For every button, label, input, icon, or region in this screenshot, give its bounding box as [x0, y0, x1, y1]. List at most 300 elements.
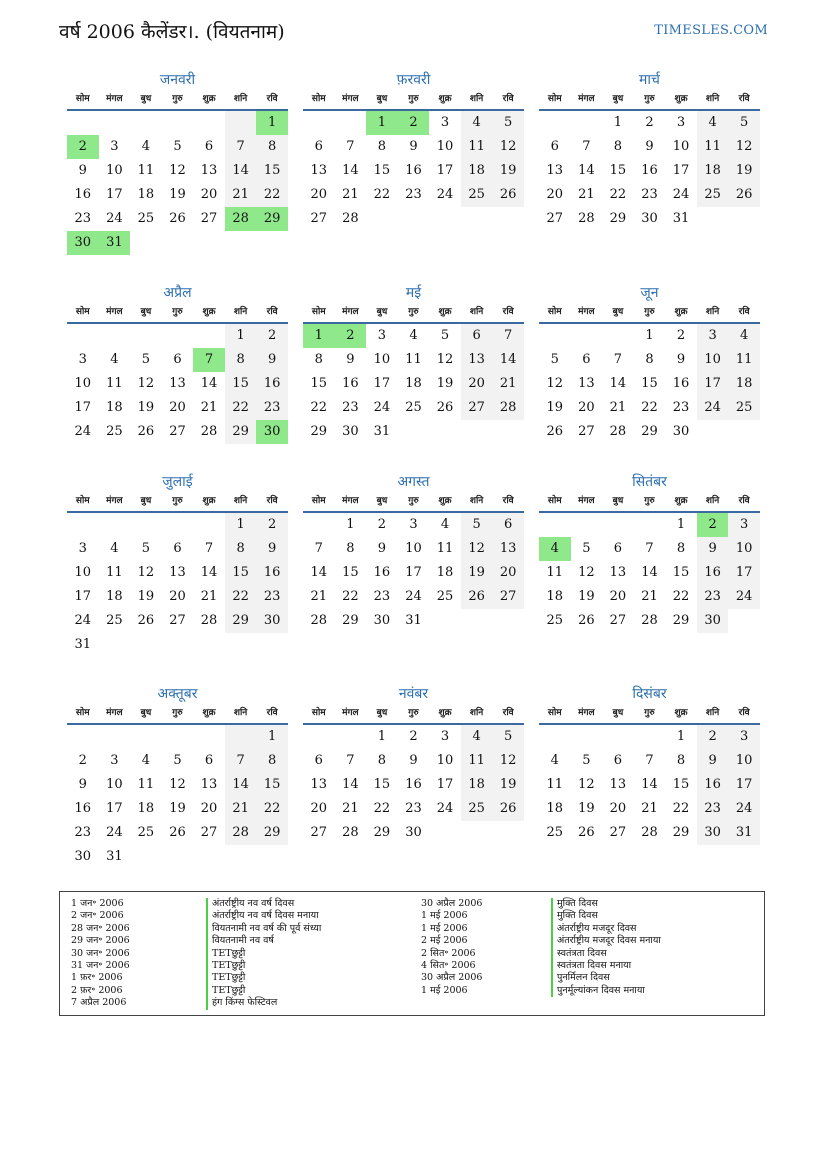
- day-cell: 5: [141, 541, 151, 556]
- weekday-header: रवि: [492, 706, 524, 725]
- empty-cell: [571, 725, 603, 749]
- weekday-header: गुरु: [398, 706, 430, 725]
- weekday-header: मंगल: [335, 305, 367, 324]
- legend-date: 1 फ़र॰ 2006: [71, 972, 123, 984]
- weekday-header: शुक्र: [429, 494, 461, 513]
- month-calendar: [303, 684, 524, 845]
- day-cell: 28: [225, 821, 257, 845]
- day-cell: 28: [609, 424, 627, 439]
- day-cell: 10: [697, 348, 729, 372]
- day-cell: 28: [492, 396, 524, 420]
- day-cell: 22: [256, 183, 288, 207]
- day-cell: 24: [74, 424, 92, 439]
- day-cell: 14: [578, 163, 595, 178]
- empty-cell: [225, 231, 257, 255]
- day-cell: 16: [342, 376, 359, 391]
- day-cell: 28: [342, 211, 359, 226]
- weekday-header: शनि: [697, 305, 729, 324]
- day-cell: 24: [672, 187, 690, 202]
- day-cell: 16: [74, 801, 92, 816]
- weekday-header: गुरु: [634, 494, 666, 513]
- weekday-header: बुध: [366, 305, 398, 324]
- legend-date: 2 मई 2006: [421, 935, 468, 947]
- day-cell: 19: [169, 187, 186, 202]
- weekday-header: गुरु: [162, 305, 194, 324]
- day-cell: 8: [225, 348, 257, 372]
- day-cell: 1: [676, 517, 686, 532]
- day-cell: 13: [546, 163, 564, 178]
- day-cell: 1: [645, 328, 654, 343]
- day-cell: 3: [78, 541, 87, 556]
- empty-cell: [162, 845, 194, 869]
- weekday-header: गुरु: [634, 305, 666, 324]
- empty-cell: [162, 231, 194, 255]
- day-cell: 17: [106, 187, 123, 202]
- legend-date: 2 सित॰ 2006: [421, 947, 476, 959]
- day-cell: 14: [609, 376, 627, 391]
- weekday-header: बुध: [602, 494, 634, 513]
- day-cell: 26: [578, 613, 595, 628]
- day-cell: 16: [373, 565, 391, 580]
- day-cell: 7: [314, 541, 323, 556]
- day-cell: 17: [728, 561, 760, 585]
- day-cell: 15: [310, 376, 328, 391]
- day-cell: 2: [409, 729, 418, 744]
- day-cell: 26: [137, 424, 155, 439]
- day-cell: 21: [609, 400, 627, 415]
- day-cell: 27: [578, 424, 595, 439]
- day-cell: 1: [256, 725, 288, 749]
- day-cell: 14: [200, 565, 218, 580]
- month-calendar: [67, 70, 288, 255]
- month-name: जनवरी: [159, 72, 196, 88]
- empty-cell: [99, 633, 131, 657]
- day-cell: 29: [310, 424, 328, 439]
- day-cell: 25: [461, 797, 493, 821]
- day-cell: 30: [373, 613, 391, 628]
- day-cell: 18: [137, 187, 155, 202]
- day-cell: 19: [578, 589, 595, 604]
- weekday-header: गुरु: [398, 92, 430, 111]
- weekday-header: मंगल: [99, 706, 131, 725]
- weekday-header: मंगल: [99, 92, 131, 111]
- day-cell: 16: [256, 561, 288, 585]
- empty-cell: [429, 420, 461, 444]
- day-cell: 5: [582, 753, 591, 768]
- day-cell: 4: [728, 324, 760, 348]
- day-cell: 1: [676, 729, 686, 744]
- day-cell: 27: [310, 825, 328, 840]
- day-cell: 6: [550, 139, 559, 154]
- day-cell: 14: [310, 565, 328, 580]
- day-cell: 29: [225, 420, 257, 444]
- day-cell: 4: [110, 352, 119, 367]
- day-cell: 15: [672, 777, 690, 792]
- day-cell: 5: [461, 513, 493, 537]
- day-cell: 10: [672, 139, 690, 154]
- empty-cell: [193, 633, 225, 657]
- weekday-header: बुध: [602, 706, 634, 725]
- day-cell: 27: [200, 211, 218, 226]
- day-cell: 3: [676, 115, 686, 130]
- day-cell: 7: [613, 352, 623, 367]
- day-cell: 22: [373, 801, 391, 816]
- day-cell: 18: [461, 159, 493, 183]
- day-cell: 8: [346, 541, 355, 556]
- day-cell: 9: [697, 537, 729, 561]
- day-cell: 13: [169, 376, 186, 391]
- day-cell: 4: [110, 541, 119, 556]
- day-cell: 26: [461, 585, 493, 609]
- day-cell: 5: [728, 111, 760, 135]
- weekday-header: रवि: [728, 494, 760, 513]
- day-cell: 3: [697, 324, 729, 348]
- day-cell: 14: [641, 565, 658, 580]
- month-name: सितंबर: [632, 474, 667, 490]
- day-cell: 30: [641, 211, 658, 226]
- empty-cell: [634, 725, 666, 749]
- site-name[interactable]: TIMESLES.COM: [654, 23, 768, 38]
- day-cell: 23: [256, 585, 288, 609]
- day-cell: 19: [436, 376, 454, 391]
- legend-holiday-name: अंतर्राष्ट्रीय मजदूर दिवस मनाया: [551, 935, 661, 947]
- day-cell: 17: [106, 801, 123, 816]
- day-cell: 11: [137, 777, 155, 792]
- day-cell: 11: [461, 749, 493, 773]
- weekday-header: रवि: [492, 92, 524, 111]
- empty-cell: [461, 420, 493, 444]
- day-cell: 14: [225, 159, 257, 183]
- legend-holiday-name: TETछुट्टी: [206, 948, 321, 960]
- day-cell: 2: [67, 135, 99, 159]
- day-cell: 24: [436, 801, 454, 816]
- month-name: नवंबर: [398, 686, 429, 702]
- day-cell: 4: [461, 725, 493, 749]
- weekday-header: सोम: [539, 305, 571, 324]
- weekday-header: रवि: [728, 92, 760, 111]
- day-cell: 5: [173, 139, 182, 154]
- empty-cell: [130, 111, 162, 135]
- day-cell: 18: [546, 801, 564, 816]
- empty-cell: [193, 324, 225, 348]
- day-cell: 26: [137, 613, 155, 628]
- day-cell: 29: [672, 613, 690, 628]
- day-cell: 25: [546, 613, 564, 628]
- day-cell: 2: [256, 513, 288, 537]
- empty-cell: [461, 207, 493, 231]
- day-cell: 19: [492, 159, 524, 183]
- legend-date: 30 अप्रैल 2006: [421, 898, 483, 909]
- day-cell: 30: [405, 825, 422, 840]
- day-cell: 23: [256, 396, 288, 420]
- day-cell: 9: [346, 352, 355, 367]
- day-cell: 22: [609, 187, 627, 202]
- day-cell: 13: [200, 163, 218, 178]
- day-cell: 6: [582, 352, 591, 367]
- weekday-header: शुक्र: [193, 494, 225, 513]
- day-cell: 2: [676, 328, 686, 343]
- weekday-header: सोम: [303, 706, 335, 725]
- weekday-header: सोम: [303, 305, 335, 324]
- weekday-header: शुक्र: [429, 706, 461, 725]
- day-cell: 2: [645, 115, 654, 130]
- day-cell: 10: [728, 537, 760, 561]
- day-cell: 12: [436, 352, 454, 367]
- weekday-header: शुक्र: [193, 305, 225, 324]
- day-cell: 11: [137, 163, 155, 178]
- empty-cell: [461, 609, 493, 633]
- day-cell: 3: [728, 513, 760, 537]
- day-cell: 31: [74, 637, 92, 652]
- day-cell: 15: [641, 376, 658, 391]
- day-cell: 20: [546, 187, 564, 202]
- weekday-header: मंगल: [571, 305, 603, 324]
- day-cell: 5: [492, 725, 524, 749]
- day-cell: 16: [256, 372, 288, 396]
- day-cell: 9: [697, 749, 729, 773]
- legend-date: 7 अप्रैल 2006: [71, 997, 127, 1009]
- empty-cell: [162, 111, 194, 135]
- month-calendar: [303, 283, 524, 444]
- day-cell: 7: [492, 324, 524, 348]
- day-cell: 28: [578, 211, 595, 226]
- day-cell: 26: [169, 211, 186, 226]
- empty-cell: [429, 609, 461, 633]
- legend-holiday-name: स्वतंत्रता दिवस: [551, 948, 661, 960]
- weekday-header: शुक्र: [665, 494, 697, 513]
- day-cell: 31: [106, 849, 123, 864]
- day-cell: 11: [436, 541, 454, 556]
- day-cell: 19: [461, 561, 493, 585]
- weekday-header: बुध: [130, 494, 162, 513]
- legend-holiday-name: अंतर्राष्ट्रीय नव वर्ष दिवस: [206, 898, 321, 910]
- empty-cell: [303, 111, 335, 135]
- day-cell: 20: [169, 589, 186, 604]
- weekday-header: मंगल: [335, 494, 367, 513]
- day-cell: 10: [436, 139, 454, 154]
- empty-cell: [335, 111, 367, 135]
- holiday-legend: [59, 891, 765, 1016]
- day-cell: 18: [405, 376, 422, 391]
- day-cell: 21: [578, 187, 595, 202]
- day-cell: 18: [436, 565, 454, 580]
- day-cell: 12: [169, 163, 186, 178]
- day-cell: 14: [342, 163, 359, 178]
- empty-cell: [193, 111, 225, 135]
- day-cell: 11: [461, 135, 493, 159]
- day-cell: 23: [342, 400, 359, 415]
- day-cell: 10: [405, 541, 422, 556]
- day-cell: 2: [398, 111, 430, 135]
- day-cell: 21: [225, 183, 257, 207]
- day-cell: 23: [697, 585, 729, 609]
- empty-cell: [99, 324, 131, 348]
- day-cell: 9: [256, 348, 288, 372]
- day-cell: 27: [609, 613, 627, 628]
- day-cell: 24: [106, 825, 123, 840]
- weekday-header: शनि: [461, 494, 493, 513]
- day-cell: 22: [672, 589, 690, 604]
- day-cell: 1: [613, 115, 623, 130]
- day-cell: 28: [310, 613, 328, 628]
- legend-holiday-name: अंतर्राष्ट्रीय नव वर्ष दिवस मनाया: [206, 910, 321, 922]
- weekday-header: मंगल: [571, 92, 603, 111]
- weekday-header: सोम: [67, 92, 99, 111]
- day-cell: 23: [697, 797, 729, 821]
- day-cell: 13: [609, 777, 627, 792]
- day-cell: 5: [582, 541, 591, 556]
- day-cell: 21: [342, 187, 359, 202]
- day-cell: 11: [405, 352, 422, 367]
- day-cell: 6: [613, 541, 623, 556]
- empty-cell: [634, 513, 666, 537]
- day-cell: 18: [697, 159, 729, 183]
- weekday-header: शुक्र: [193, 706, 225, 725]
- day-cell: 20: [200, 187, 218, 202]
- weekday-header: शनि: [225, 92, 257, 111]
- day-cell: 15: [609, 163, 627, 178]
- day-cell: 16: [672, 376, 690, 391]
- weekday-header: रवि: [256, 92, 288, 111]
- day-cell: 20: [578, 400, 595, 415]
- day-cell: 21: [641, 589, 658, 604]
- empty-cell: [429, 821, 461, 845]
- day-cell: 17: [728, 773, 760, 797]
- month-calendar: [67, 472, 288, 657]
- day-cell: 13: [310, 777, 328, 792]
- weekday-header: रवि: [728, 305, 760, 324]
- day-cell: 9: [377, 541, 387, 556]
- day-cell: 18: [546, 589, 564, 604]
- day-cell: 15: [373, 163, 391, 178]
- day-cell: 14: [492, 348, 524, 372]
- day-cell: 2: [697, 725, 729, 749]
- day-cell: 3: [78, 352, 87, 367]
- day-cell: 31: [99, 231, 131, 255]
- empty-cell: [130, 845, 162, 869]
- weekday-header: शुक्र: [429, 92, 461, 111]
- month-calendar: [539, 70, 760, 231]
- day-cell: 29: [641, 424, 658, 439]
- day-cell: 29: [672, 825, 690, 840]
- day-cell: 10: [728, 749, 760, 773]
- day-cell: 22: [256, 797, 288, 821]
- day-cell: 29: [256, 207, 288, 231]
- day-cell: 5: [492, 111, 524, 135]
- day-cell: 7: [193, 348, 225, 372]
- month-calendar: [67, 684, 288, 869]
- day-cell: 21: [200, 400, 218, 415]
- day-cell: 22: [342, 589, 359, 604]
- weekday-header: बुध: [366, 706, 398, 725]
- day-cell: 4: [461, 111, 493, 135]
- day-cell: 18: [461, 773, 493, 797]
- day-cell: 22: [373, 187, 391, 202]
- empty-cell: [571, 513, 603, 537]
- day-cell: 27: [461, 396, 493, 420]
- day-cell: 20: [310, 187, 328, 202]
- empty-cell: [571, 111, 603, 135]
- weekday-header: शनि: [697, 92, 729, 111]
- day-cell: 7: [225, 135, 257, 159]
- empty-cell: [130, 513, 162, 537]
- day-cell: 3: [110, 139, 119, 154]
- weekday-header: मंगल: [335, 92, 367, 111]
- day-cell: 27: [492, 585, 524, 609]
- empty-cell: [492, 207, 524, 231]
- day-cell: 12: [492, 135, 524, 159]
- empty-cell: [130, 633, 162, 657]
- day-cell: 19: [169, 801, 186, 816]
- day-cell: 8: [676, 541, 686, 556]
- day-cell: 13: [609, 565, 627, 580]
- day-cell: 28: [225, 207, 257, 231]
- day-cell: 12: [169, 777, 186, 792]
- legend-date: 31 जन॰ 2006: [71, 960, 130, 972]
- empty-cell: [398, 420, 430, 444]
- day-cell: 2: [256, 324, 288, 348]
- day-cell: 1: [256, 111, 288, 135]
- month-calendar: [303, 472, 524, 633]
- day-cell: 12: [578, 565, 595, 580]
- day-cell: 31: [373, 424, 391, 439]
- weekday-header: रवि: [728, 706, 760, 725]
- day-cell: 11: [106, 376, 123, 391]
- day-cell: 16: [697, 773, 729, 797]
- day-cell: 1: [366, 111, 398, 135]
- day-cell: 2: [697, 513, 729, 537]
- day-cell: 1: [346, 517, 355, 532]
- day-cell: 19: [137, 589, 155, 604]
- day-cell: 6: [461, 324, 493, 348]
- day-cell: 7: [346, 139, 355, 154]
- empty-cell: [571, 324, 603, 348]
- weekday-header: बुध: [130, 92, 162, 111]
- day-cell: 11: [728, 348, 760, 372]
- weekday-header: बुध: [602, 92, 634, 111]
- empty-cell: [398, 207, 430, 231]
- empty-cell: [225, 725, 257, 749]
- day-cell: 8: [377, 139, 387, 154]
- day-cell: 21: [200, 589, 218, 604]
- day-cell: 1: [225, 513, 257, 537]
- weekday-header: गुरु: [634, 92, 666, 111]
- day-cell: 21: [225, 797, 257, 821]
- day-cell: 3: [110, 753, 119, 768]
- weekday-header: रवि: [256, 305, 288, 324]
- empty-cell: [225, 633, 257, 657]
- empty-cell: [728, 609, 760, 633]
- day-cell: 13: [200, 777, 218, 792]
- day-cell: 21: [641, 801, 658, 816]
- day-cell: 29: [225, 609, 257, 633]
- empty-cell: [225, 111, 257, 135]
- legend-holiday-name: मुक्ति दिवस: [551, 910, 661, 922]
- day-cell: 4: [141, 753, 151, 768]
- day-cell: 7: [582, 139, 591, 154]
- month-name: जुलाई: [162, 474, 193, 490]
- day-cell: 13: [578, 376, 595, 391]
- day-cell: 11: [546, 565, 564, 580]
- month-name: अप्रैल: [163, 285, 192, 301]
- month-name: मार्च: [639, 72, 660, 88]
- empty-cell: [225, 845, 257, 869]
- day-cell: 9: [78, 163, 87, 178]
- empty-cell: [602, 324, 634, 348]
- day-cell: 21: [492, 372, 524, 396]
- day-cell: 18: [137, 801, 155, 816]
- day-cell: 6: [314, 753, 323, 768]
